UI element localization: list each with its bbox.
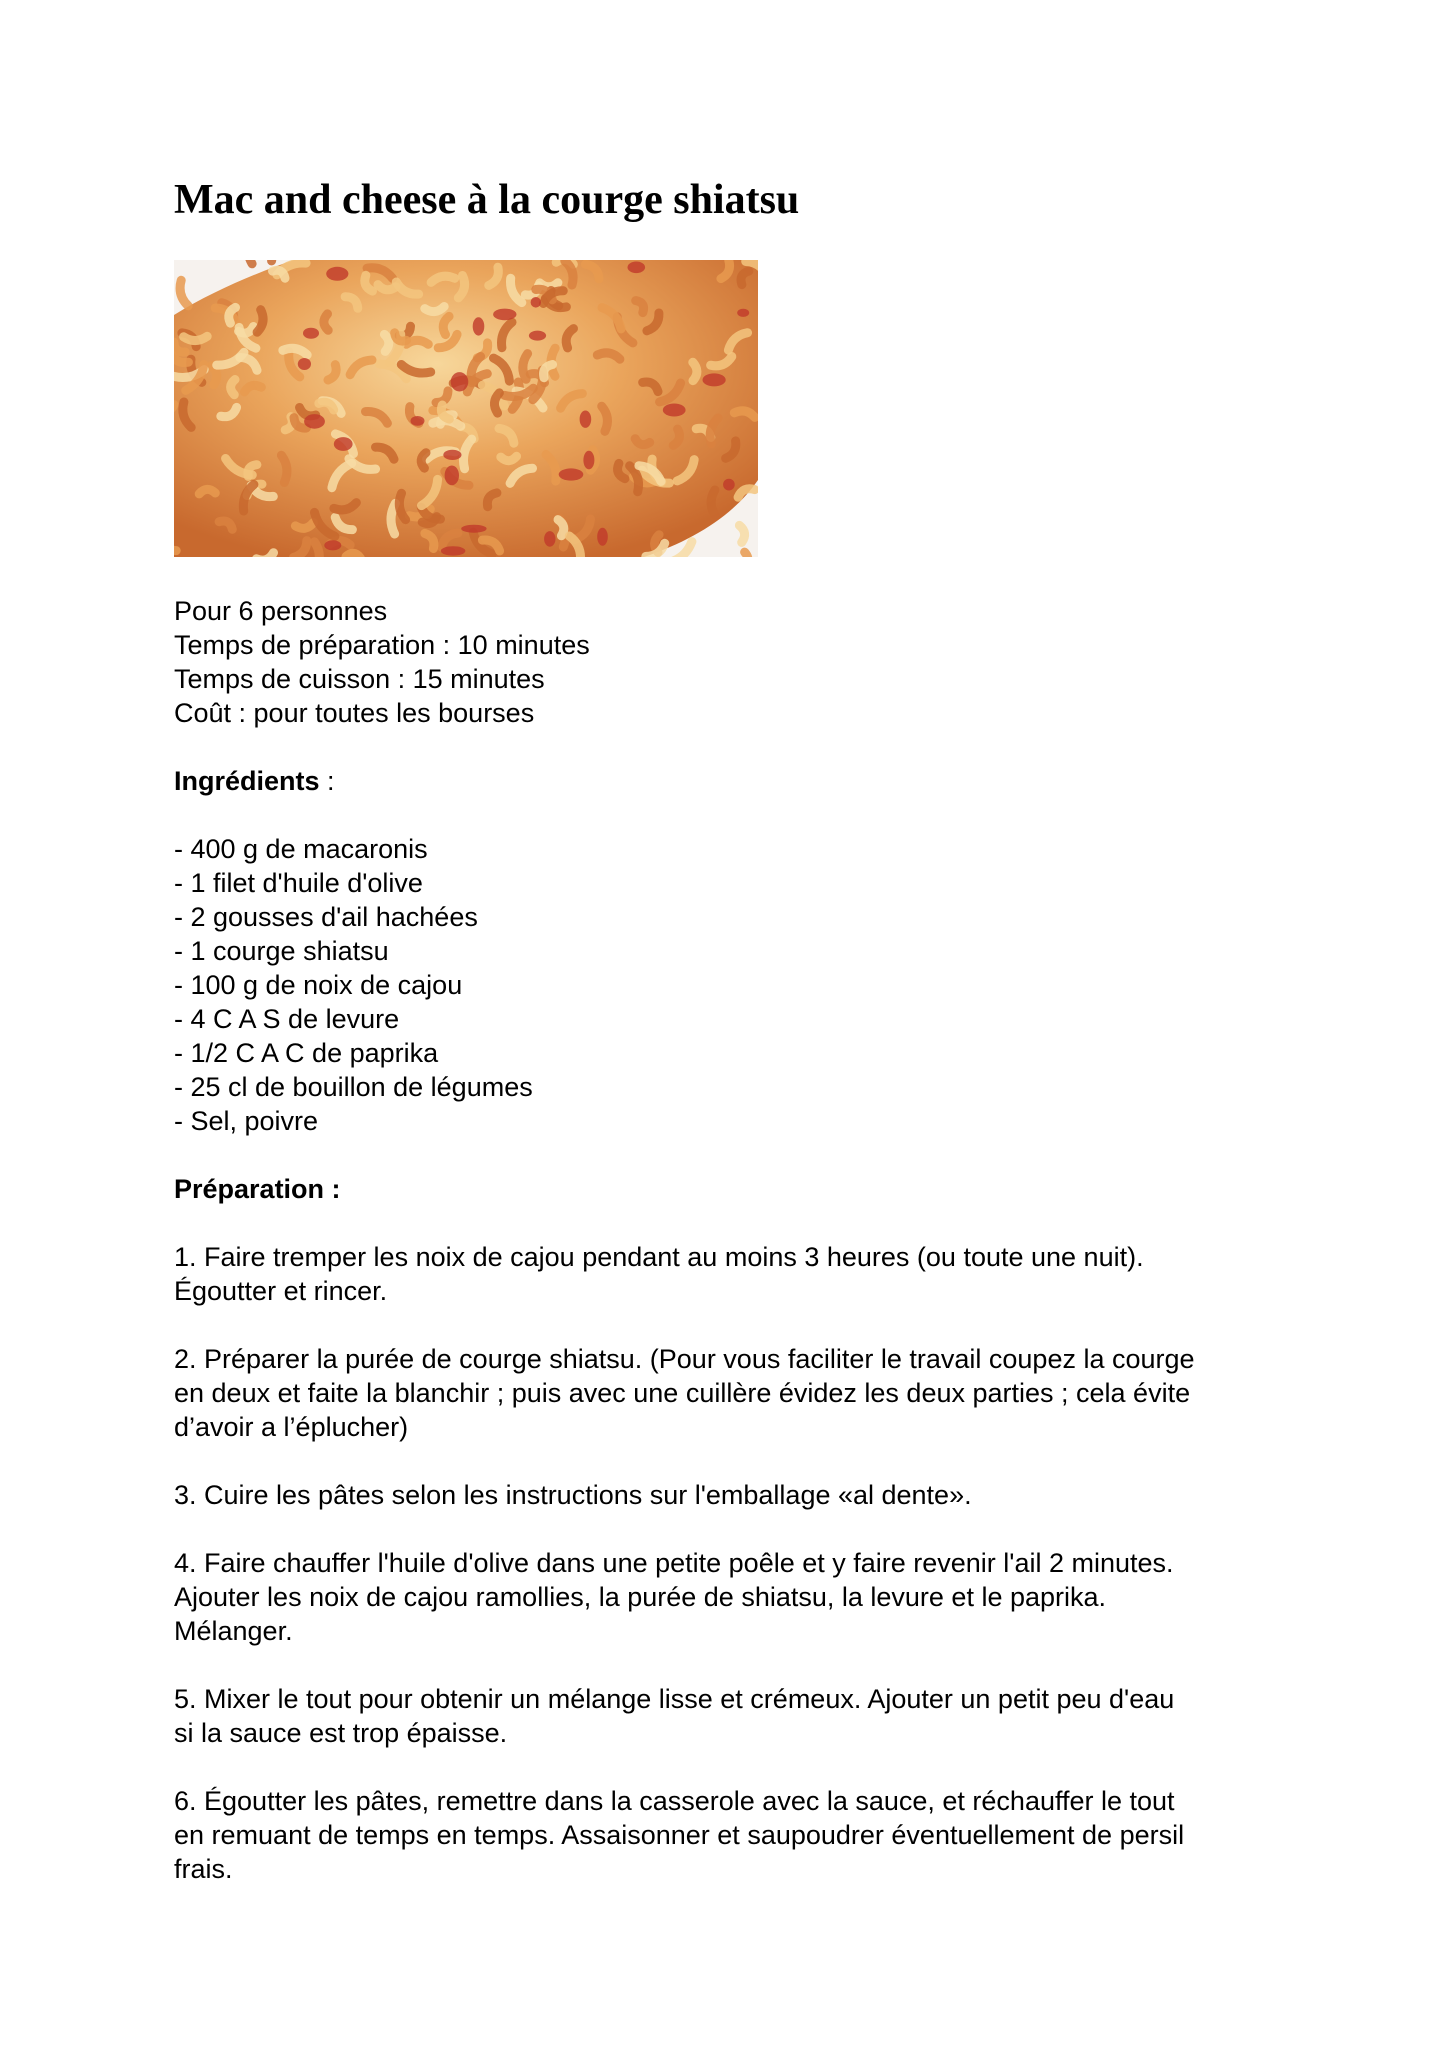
tomato-piece [544,531,555,547]
tomato-piece [324,540,341,550]
step-6 [174,1784,1304,1886]
step-line: Ajouter les noix de cajou ramollies, la purée de shiatsu, la levure et le paprika. [174,1582,1107,1612]
macaroni-texture [248,260,252,264]
tomato-piece [559,468,584,480]
servings: Pour 6 personnes [174,596,388,626]
step-line: en deux et faite la blanchir ; puis avec une cuillère évidez les deux parties ; cela évite [174,1378,1191,1408]
tomato-piece [723,479,735,491]
step-4 [174,1546,1304,1648]
list-item: - 2 gousses d'ail hachées [174,902,478,932]
macaroni-texture [184,336,208,340]
macaroni-texture [346,553,360,557]
step-2 [174,1342,1304,1444]
macaroni-texture [314,542,319,557]
tomato-piece [473,317,485,335]
tomato-piece [737,309,749,317]
tomato-piece [441,546,466,555]
tomato-piece [445,466,459,486]
macaroni-texture [324,314,328,330]
step-3 [174,1478,1304,1512]
recipe-title: Mac and cheese à la courge shiatsu [174,177,800,223]
preparation-steps [174,1240,1304,1920]
list-item: - 1 courge shiatsu [174,936,389,966]
tomato-piece [529,331,546,341]
tomato-piece [628,262,646,274]
preparation-heading [174,1172,341,1206]
step-5 [174,1682,1304,1750]
tomato-piece [451,372,469,391]
tomato-piece [334,437,353,451]
step-line: en remuant de temps en temps. Assaisonner et saupoudrer éventuellement de persil [174,1820,1185,1850]
recipe-info [174,594,590,730]
prep-time: Temps de préparation : 10 minutes [174,630,590,660]
tomato-piece [298,358,311,370]
step-line: si la sauce est trop épaisse. [174,1718,508,1748]
macaroni-texture [711,490,715,516]
step-line: 4. Faire chauffer l'huile d'olive dans une petite poêle et y faire revenir l'ail 2 minutes. [174,1548,1174,1578]
baked-macaroni-photo [174,260,758,557]
step-line: Mélanger. [174,1616,293,1646]
ingredients-heading-colon: : [319,766,335,796]
step-line: 3. Cuire les pâtes selon les instructions sur l'emballage «al dente». [174,1480,972,1510]
cook-time: Temps de cuisson : 15 minutes [174,664,545,694]
tomato-piece [443,450,461,460]
step-line: 5. Mixer le tout pour obtenir un mélange lisse et crémeux. Ajouter un petit peu d'eau [174,1684,1175,1714]
macaroni-texture [739,525,744,542]
list-item: - 400 g de macaronis [174,834,428,864]
tomato-piece [583,451,594,470]
tomato-piece [531,297,541,308]
step-line: 1. Faire tremper les noix de cajou pendant au moins 3 heures (ou toute une nuit). [174,1242,1144,1272]
preparation-heading-label: Préparation : [174,1174,341,1204]
step-line: 6. Égoutter les pâtes, remettre dans la casserole avec la sauce, et réchauffer le tout [174,1786,1175,1816]
macaroni-texture [384,334,388,351]
step-line: Égoutter et rincer. [174,1276,388,1306]
recipe-page [174,0,1304,2048]
macaroni-texture [494,393,499,413]
list-item: - 25 cl de bouillon de légumes [174,1072,533,1102]
list-item: - 4 C A S de levure [174,1004,400,1034]
tomato-piece [461,525,486,533]
tomato-piece [326,267,348,281]
tomato-piece [663,404,686,417]
list-item: - 1 filet d'huile d'olive [174,868,423,898]
ingredients-heading [174,764,335,798]
list-item: - 100 g de noix de cajou [174,970,463,1000]
step-line: d’avoir a l’éplucher) [174,1412,409,1442]
list-item: - Sel, poivre [174,1106,319,1136]
tomato-piece [597,528,608,546]
macaroni-texture [501,456,517,460]
step-line: 2. Préparer la purée de courge shiatsu. (Pour vous faciliter le travail coupez la courge [174,1344,1195,1374]
macaroni-texture [231,380,235,395]
tomato-piece [493,309,516,321]
macaroni-texture [391,503,395,534]
tomato-piece [304,414,325,429]
ingredients-list [174,832,533,1138]
step-line: frais. [174,1854,233,1884]
macaroni-texture [199,489,215,493]
macaroni-texture [425,307,444,312]
ingredients-heading-label: Ingrédients [174,766,320,796]
step-1 [174,1240,1304,1308]
macaroni-texture [693,362,697,380]
cost: Coût : pour toutes les bourses [174,698,535,728]
tomato-piece [303,328,319,339]
macaroni-texture [743,552,748,557]
tomato-piece [411,416,425,426]
list-item: - 1/2 C A C de paprika [174,1038,439,1068]
macaroni-texture [421,453,426,469]
tomato-piece [703,373,726,386]
tomato-piece [580,411,592,428]
